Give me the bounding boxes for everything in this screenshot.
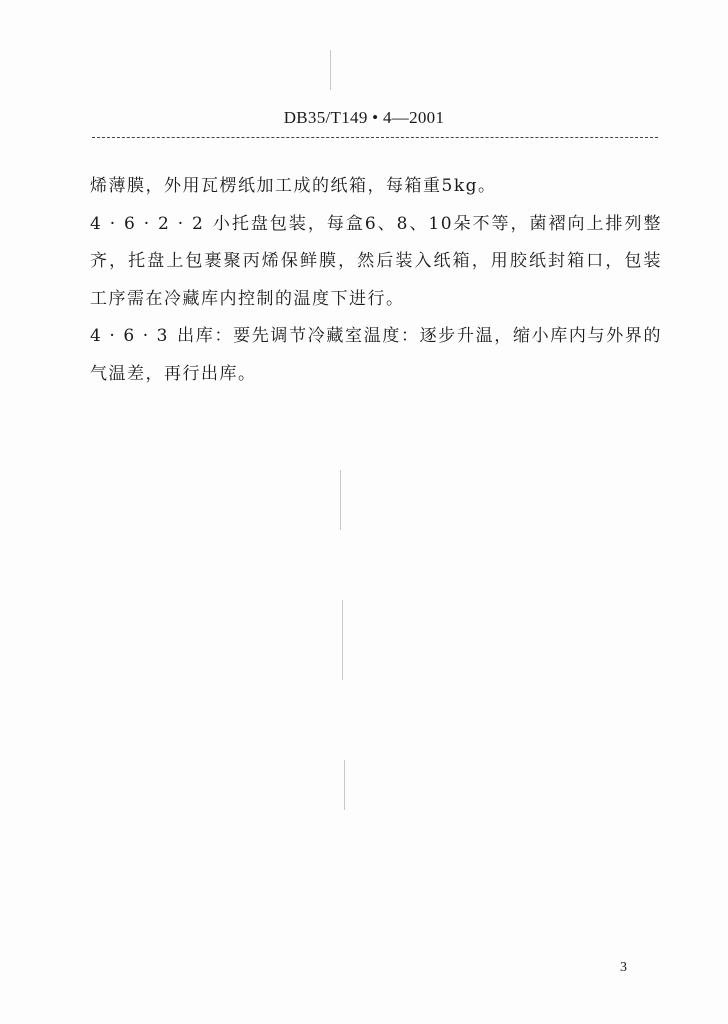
paragraph-text: 烯薄膜，外用瓦楞纸加工成的纸箱，每箱重5kg。: [90, 176, 497, 196]
scan-artifact: [340, 470, 341, 530]
page-number: 3: [620, 960, 627, 975]
paragraph-4-6-3: [90, 318, 662, 393]
scan-artifact: [344, 760, 345, 810]
clause-number: 4 · 6 · 3: [90, 326, 169, 346]
paragraph-text: 小托盘包装，每盒6、8、10朵不等，菌褶向上排列整齐，托盘上包裹聚丙烯保鲜膜，然后装入纸箱，用胶纸封箱口，包装工序需在冷藏库内控制的温度下进行。: [90, 213, 663, 309]
scan-artifact: [342, 600, 343, 680]
paragraph-4-6-2-2: [90, 206, 662, 319]
standard-code-header: DB35/T149 • 4—2001: [283, 108, 445, 127]
clause-number: 4 · 6 · 2 · 2: [90, 213, 205, 234]
document-body: [90, 168, 662, 393]
paragraph-text: 出库：要先调节冷藏室温度：逐步升温，缩小库内与外界的气温差，再行出库。: [90, 326, 663, 384]
scan-artifact: [330, 50, 331, 90]
paragraph-continuation: [90, 168, 662, 206]
header-rule: [92, 137, 658, 138]
